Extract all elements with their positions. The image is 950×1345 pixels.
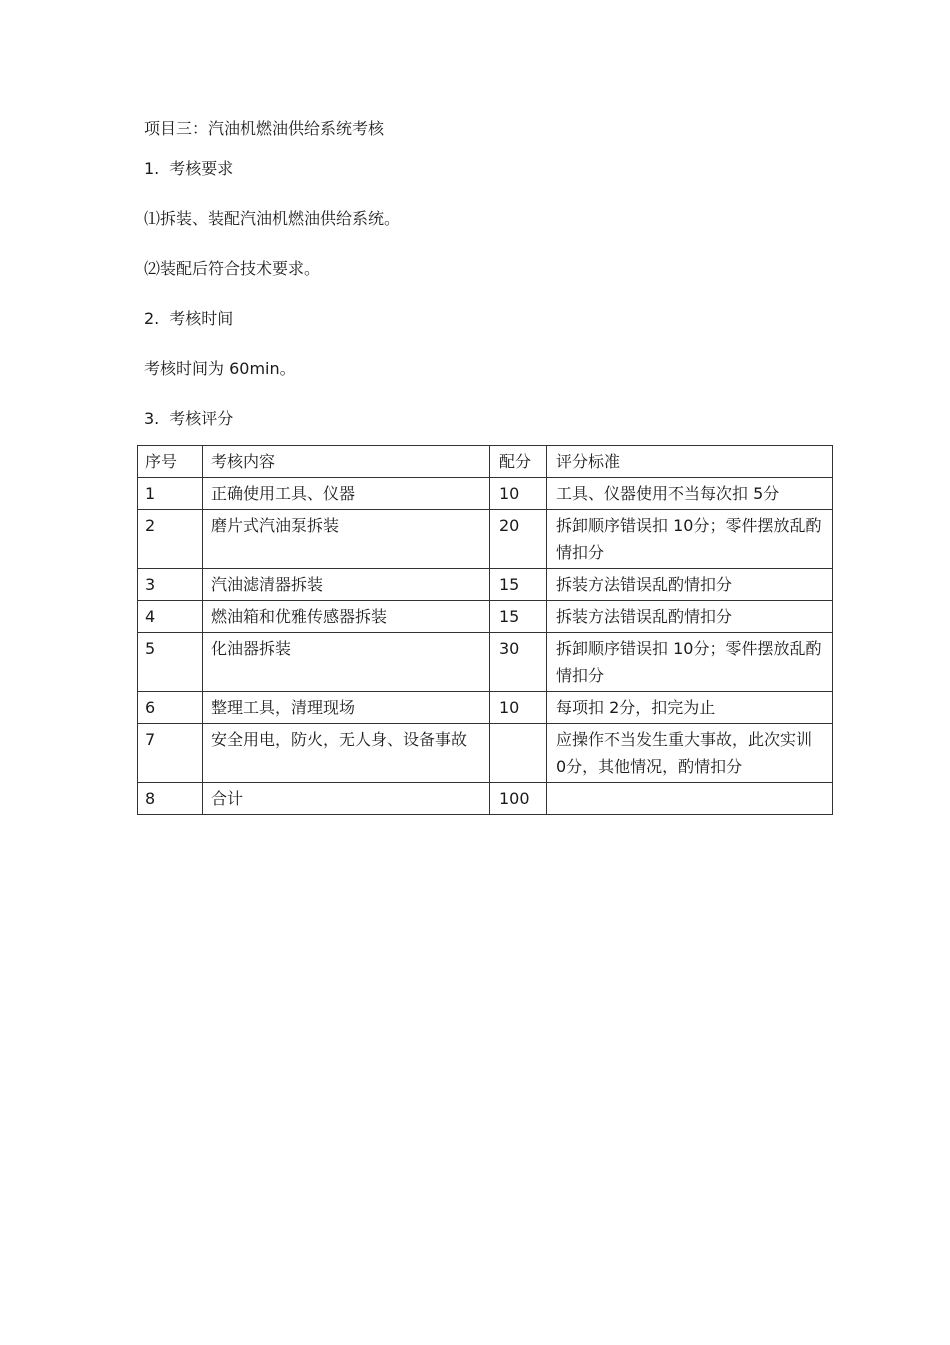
cell-points: 10 bbox=[490, 692, 547, 724]
section-heading-time bbox=[144, 308, 233, 330]
cell-criteria: 拆装方法错误乱酌情扣分 bbox=[547, 569, 833, 601]
cell-content: 化油器拆装 bbox=[203, 633, 490, 692]
cell-criteria: 拆卸顺序错误扣 10分；零件摆放乱酌情扣分 bbox=[547, 633, 833, 692]
cell-index: 3 bbox=[138, 569, 203, 601]
table-row bbox=[138, 724, 833, 783]
cell-index: 7 bbox=[138, 724, 203, 783]
section-title: 考核评分 bbox=[169, 409, 234, 428]
table-header-row bbox=[138, 446, 833, 478]
cell-index: 1 bbox=[138, 478, 203, 510]
header-points: 配分 bbox=[490, 446, 547, 478]
section-title: 考核要求 bbox=[169, 159, 234, 178]
cell-points: 10 bbox=[490, 478, 547, 510]
cell-points: 15 bbox=[490, 601, 547, 633]
document-title: 项目三：汽油机燃油供给系统考核 bbox=[144, 119, 385, 138]
table-row bbox=[138, 601, 833, 633]
cell-content: 整理工具，清理现场 bbox=[203, 692, 490, 724]
cell-index: 4 bbox=[138, 601, 203, 633]
cell-content: 安全用电，防火，无人身、设备事故 bbox=[203, 724, 490, 783]
cell-points: 100 bbox=[490, 783, 547, 815]
section-number: 2. bbox=[144, 309, 160, 328]
cell-points bbox=[490, 724, 547, 783]
time-statement: 考核时间为 60min。 bbox=[144, 359, 296, 378]
cell-content: 正确使用工具、仪器 bbox=[203, 478, 490, 510]
cell-points: 20 bbox=[490, 510, 547, 569]
table-row bbox=[138, 478, 833, 510]
header-criteria: 评分标准 bbox=[547, 446, 833, 478]
cell-content: 磨片式汽油泵拆装 bbox=[203, 510, 490, 569]
requirement-item-2: ⑵装配后符合技术要求。 bbox=[144, 259, 321, 278]
cell-index: 8 bbox=[138, 783, 203, 815]
cell-points: 15 bbox=[490, 569, 547, 601]
section-number: 1. bbox=[144, 159, 160, 178]
requirement-item-1: ⑴拆装、装配汽油机燃油供给系统。 bbox=[144, 209, 401, 228]
header-content: 考核内容 bbox=[203, 446, 490, 478]
table-row bbox=[138, 633, 833, 692]
table-row bbox=[138, 692, 833, 724]
cell-criteria: 应操作不当发生重大事故，此次实训 0分，其他情况，酌情扣分 bbox=[547, 724, 833, 783]
table-row bbox=[138, 510, 833, 569]
cell-points: 30 bbox=[490, 633, 547, 692]
cell-index: 6 bbox=[138, 692, 203, 724]
cell-criteria bbox=[547, 783, 833, 815]
table-row bbox=[138, 569, 833, 601]
cell-content: 合计 bbox=[203, 783, 490, 815]
table-row-total bbox=[138, 783, 833, 815]
section-number: 3. bbox=[144, 409, 160, 428]
cell-criteria: 每项扣 2分，扣完为止 bbox=[547, 692, 833, 724]
cell-criteria: 拆装方法错误乱酌情扣分 bbox=[547, 601, 833, 633]
header-index: 序号 bbox=[138, 446, 203, 478]
cell-criteria: 拆卸顺序错误扣 10分；零件摆放乱酌情扣分 bbox=[547, 510, 833, 569]
section-heading-requirements bbox=[144, 158, 233, 180]
cell-content: 燃油箱和优雅传感器拆装 bbox=[203, 601, 490, 633]
cell-criteria: 工具、仪器使用不当每次扣 5分 bbox=[547, 478, 833, 510]
scoring-table bbox=[137, 445, 833, 815]
cell-index: 5 bbox=[138, 633, 203, 692]
section-title: 考核时间 bbox=[169, 309, 234, 328]
cell-index: 2 bbox=[138, 510, 203, 569]
cell-content: 汽油滤清器拆装 bbox=[203, 569, 490, 601]
section-heading-scoring bbox=[144, 408, 233, 430]
